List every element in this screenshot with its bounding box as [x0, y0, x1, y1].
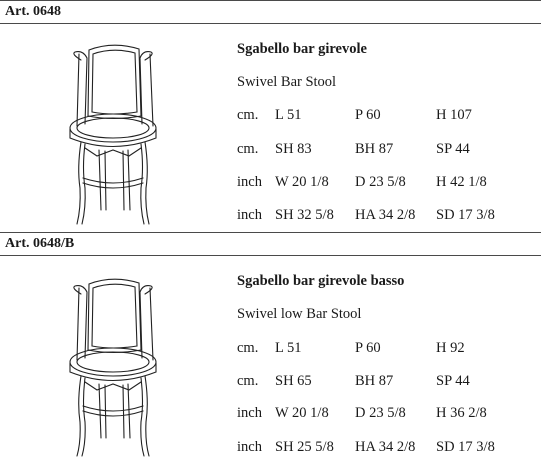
unit-label: inch	[237, 439, 262, 455]
dimension-value: H 42 1/8	[436, 174, 487, 190]
dimension-value: W 20 1/8	[275, 174, 329, 190]
article-code: Art. 0648/B	[5, 236, 75, 251]
dimension-value: H 36 2/8	[436, 405, 487, 421]
dimension-value: SD 17 3/8	[436, 207, 495, 223]
dimension-value: HA 34 2/8	[355, 207, 416, 223]
unit-label: inch	[237, 207, 262, 223]
dimension-value: HA 34 2/8	[355, 439, 416, 455]
article-divider	[0, 255, 541, 256]
dimension-value: BH 87	[355, 373, 394, 389]
dimension-value: SD 17 3/8	[436, 439, 495, 455]
dimension-value: SP 44	[436, 141, 470, 157]
dimension-value: P 60	[355, 340, 381, 356]
unit-label: cm.	[237, 107, 259, 123]
unit-label: cm.	[237, 141, 259, 157]
unit-label: inch	[237, 405, 262, 421]
product-name-italian: Sgabello bar girevole	[237, 41, 367, 57]
product-name-english: Swivel Bar Stool	[237, 74, 337, 90]
dimension-value: L 51	[275, 107, 302, 123]
dimension-value: D 23 5/8	[355, 405, 406, 421]
unit-label: cm.	[237, 340, 259, 356]
dimension-value: SP 44	[436, 373, 470, 389]
unit-label: cm.	[237, 373, 259, 389]
article-divider	[0, 23, 541, 24]
article-code: Art. 0648	[5, 4, 61, 19]
unit-label: inch	[237, 174, 262, 190]
top-divider	[0, 0, 541, 1]
dimension-value: W 20 1/8	[275, 405, 329, 421]
dimension-value: H 92	[436, 340, 465, 356]
dimension-value: D 23 5/8	[355, 174, 406, 190]
section-divider	[0, 232, 541, 233]
dimension-value: L 51	[275, 340, 302, 356]
dimension-value: SH 32 5/8	[275, 207, 334, 223]
dimension-value: H 107	[436, 107, 472, 123]
low-bar-stool-sketch-icon	[55, 272, 165, 460]
dimension-value: SH 83	[275, 141, 312, 157]
dimension-value: BH 87	[355, 141, 394, 157]
dimension-value: SH 65	[275, 373, 312, 389]
dimension-value: SH 25 5/8	[275, 439, 334, 455]
dimension-value: P 60	[355, 107, 381, 123]
bar-stool-sketch-icon	[55, 38, 165, 226]
product-name-italian: Sgabello bar girevole basso	[237, 273, 405, 289]
product-name-english: Swivel low Bar Stool	[237, 306, 362, 322]
